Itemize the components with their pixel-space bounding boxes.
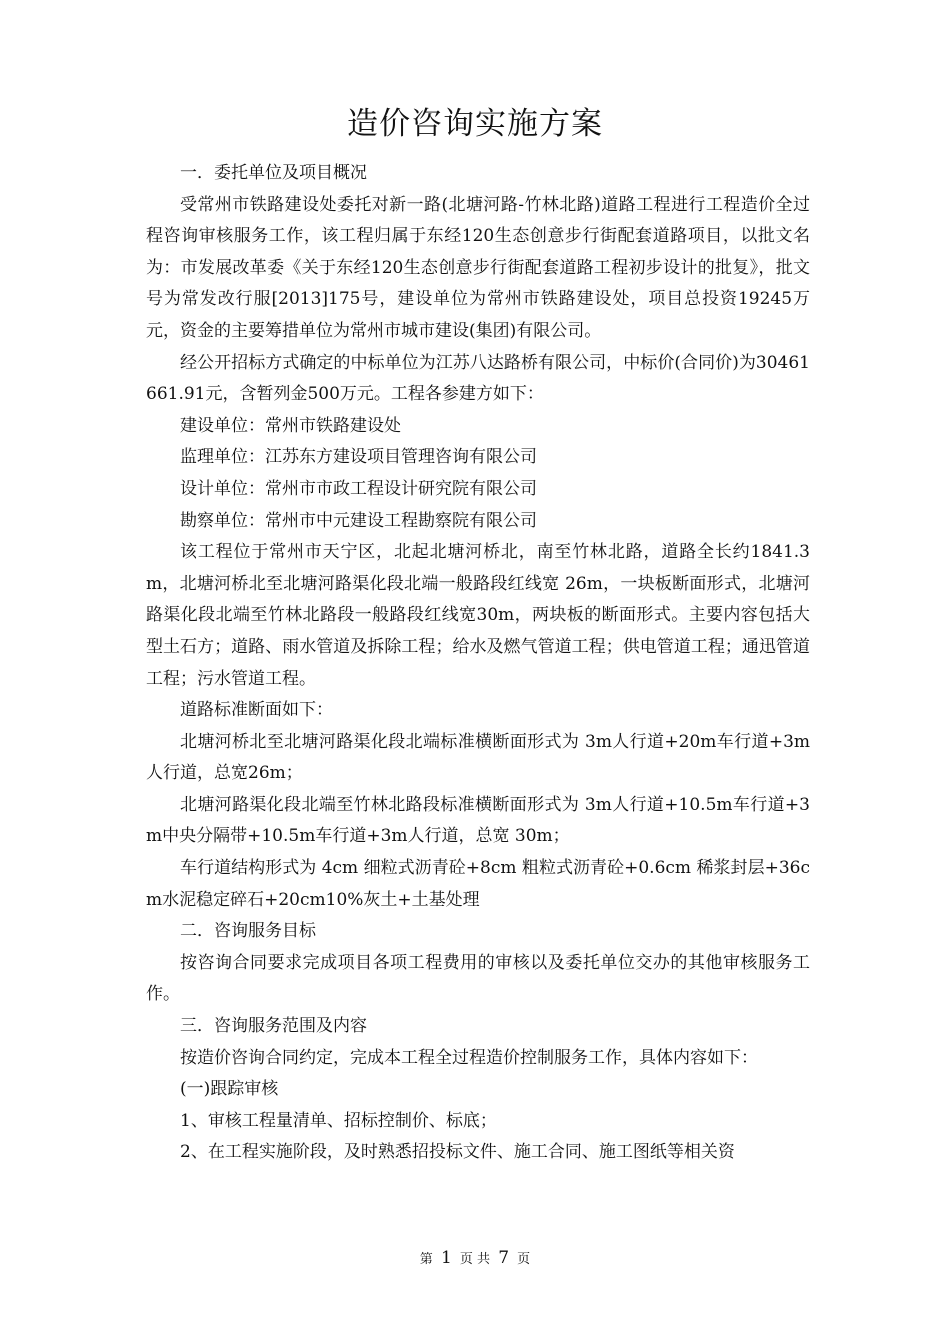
- page-footer: [0, 1248, 950, 1268]
- participant-line: 建设单位：常州市铁路建设处: [180, 415, 401, 436]
- participant-line: 监理单位：江苏东方建设项目管理咨询有限公司: [180, 447, 537, 468]
- participant-line: 设计单位：常州市市政工程设计研究院有限公司: [180, 478, 537, 499]
- current-page-number: 1: [440, 1248, 452, 1268]
- footer-suffix: 页: [517, 1252, 531, 1267]
- footer-prefix: 第: [419, 1252, 433, 1267]
- total-pages: 7: [498, 1248, 510, 1268]
- participant-line: 勘察单位：常州市中元建设工程勘察院有限公司: [180, 510, 537, 531]
- body-paragraph: 按造价咨询合同约定，完成本工程全过程造价控制服务工作，具体内容如下：: [180, 1047, 758, 1068]
- section-heading: 一．委托单位及项目概况: [180, 163, 367, 183]
- list-item: 2、在工程实施阶段，及时熟悉招投标文件、施工合同、施工图纸等相关资: [180, 1142, 735, 1163]
- document-title: 造价咨询实施方案: [347, 106, 603, 142]
- body-paragraph: 受常州市铁路建设处委托对新一路(北塘河路-竹林北路)道路工程进行工程造价全过程咨询审核服务工作，该工程归属于东经120生态创意步行街配套道路项目，以批文名为：市发展改革委《关于东经120生态创意步行街配套道路工程初步设计的批复》，批文号为常发改行服[2013]175号，建设单位为常州市铁路建设处，项目总投资19245万元，资金的主要筹措单位为常州市城市建设(集团)有限公司。: [146, 194, 810, 341]
- body-paragraph: 道路标准断面如下：: [180, 700, 333, 721]
- footer-middle: 页 共: [459, 1252, 491, 1267]
- section-heading: 三．咨询服务范围及内容: [180, 1016, 367, 1037]
- body-paragraph: 车行道结构形式为 4cm 细粒式沥青砼+8cm 粗粒式沥青砼+0.6cm 稀浆封层+36cm水泥稳定碎石+20cm10%灰土+土基处理: [146, 858, 810, 910]
- body-paragraph: 按咨询合同要求完成项目各项工程费用的审核以及委托单位交办的其他审核服务工作。: [146, 952, 810, 1005]
- body-paragraph: 北塘河路渠化段北端至竹林北路段标准横断面形式为 3m人行道+10.5m车行道+3m中央分隔带+10.5m车行道+3m人行道，总宽 30m；: [146, 794, 810, 847]
- section-heading: 二．咨询服务目标: [180, 921, 316, 942]
- body-paragraph: 经公开招标方式确定的中标单位为江苏八达路桥有限公司，中标价(合同价)为30461661.91元，含暂列金500万元。工程各参建方如下：: [146, 352, 810, 405]
- subsection-heading: (一)跟踪审核: [180, 1079, 279, 1100]
- body-paragraph: 北塘河桥北至北塘河路渠化段北端标准横断面形式为 3m人行道+20m车行道+3m人行道，总宽26m；: [146, 731, 810, 784]
- document-body: [146, 158, 810, 1169]
- list-item: 1、审核工程量清单、招标控制价、标底；: [180, 1110, 497, 1131]
- body-paragraph: 该工程位于常州市天宁区，北起北塘河桥北，南至竹林北路，道路全长约1841.3m，北塘河桥北至北塘河路渠化段北端一般路段红线宽 26m，一块板断面形式，北塘河路渠化段北端至竹林北路段一般路段红线宽30m，两块板的断面形式。主要内容包括大型土石方；道路、雨水管道及拆除工程；给水及燃气管道工程；供电管道工程；通迅管道工程；污水管道工程。: [146, 542, 810, 689]
